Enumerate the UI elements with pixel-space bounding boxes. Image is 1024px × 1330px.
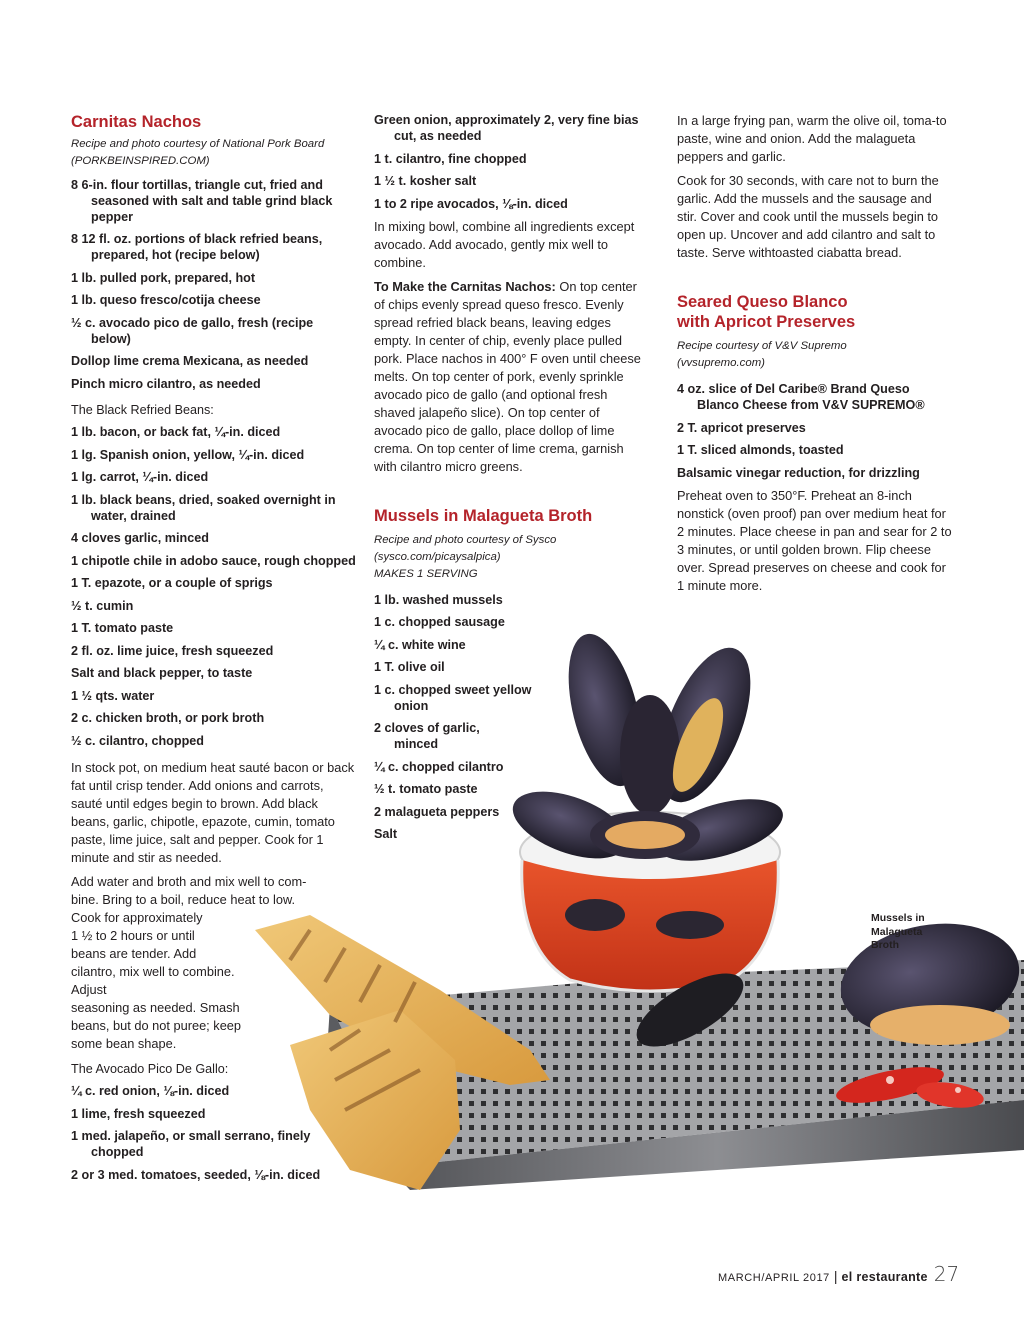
method-line: bine. Bring to a boil, reduce heat to low.: [71, 891, 296, 907]
ingredient: ¼ c. red onion, ⅛-in. diced: [71, 1084, 230, 1098]
method-line: some bean shape.: [71, 1035, 177, 1051]
ingredient: 1 lb. pulled pork, prepared, hot: [71, 270, 256, 285]
ingredient: 2 cloves of garlic, minced: [374, 721, 480, 751]
page-number: 27: [933, 1262, 960, 1286]
method-line: cilantro, mix well to combine.: [71, 963, 235, 979]
ingredient: Salt and black pepper, to taste: [71, 666, 253, 680]
ingredient: 1 ½ t. kosher salt: [374, 174, 477, 188]
ingredient: 2 c. chicken broth, or pork broth: [71, 711, 265, 725]
ingredient: 1 lb. black beans, dried, soaked overnight in water, drained: [71, 492, 336, 523]
footer-separator: |: [833, 1268, 838, 1284]
credit-line: Recipe and photo courtesy of National Pork Board: [71, 138, 325, 150]
ingredient: 1 to 2 ripe avocados, ⅛-in. diced: [374, 196, 568, 211]
method-line: 1 ½ to 2 hours or until: [71, 927, 195, 943]
ingredient: 1 t. cilantro, fine chopped: [374, 151, 527, 166]
ingredient: 1 T. epazote, or a couple of sprigs: [71, 576, 273, 590]
magazine-name: el restaurante: [841, 1270, 928, 1284]
ingredient: Green onion, approximately 2, very fine bias cut, as needed: [374, 113, 639, 143]
ingredient: ¼ c. white wine: [374, 637, 466, 652]
method-line: Cook for approximately: [71, 909, 203, 925]
credit-line: (vvsupremo.com): [677, 357, 765, 369]
ingredient: 2 fl. oz. lime juice, fresh squeezed: [71, 643, 274, 658]
assembly-text: On top center of chips evenly spread queso fresco. Evenly spread refried black beans, leaving edges empty. In center of chip, evenly place pulled pork. Place nachos in 400° F oven until cheese melts. On top center of pork, evenly sprinkle avocado pico de gallo (and optional fresh shaved jalapeño slice). On top center of avocado pico de gallo, place dollop of lime crema. On top center of lime crema, garnish with cilantro micro greens.: [374, 278, 641, 474]
ingredient: Dollop lime crema Mexicana, as needed: [71, 354, 309, 368]
ingredient: 2 T. apricot preserves: [677, 420, 806, 435]
ingredient: ½ t. tomato paste: [374, 782, 478, 796]
method-paragraph: Preheat oven to 350°F. Preheat an 8-inch nonstick (oven proof) pan over medium heat for 2 minutes. Place cheese in pan and sear for 2 to 3 minutes, or until golden brown. Flip cheese over. Spread preserves on cheese and cook for 1 minute more.: [677, 487, 952, 593]
method-paragraph: Cook for 30 seconds, with care not to burn the garlic. Add the mussels and the sausage and stir. Cover and cook until the mussels begin to open up. Uncover and add cilantro and salt to taste. Serve withtoasted ciabatta bread.: [677, 173, 939, 260]
credit-line: (PORKBEINSPIRED.COM): [71, 155, 210, 167]
method-paragraph: In stock pot, on medium heat sauté bacon or back fat until crisp tender. Add onions and carrots, sauté until edges begin to brown. Add black beans, garlic, chipotle, epazote, cumin, tomato paste, lime juice, salt and pepper. Cook for 1 minute and stir as needed.: [71, 759, 355, 865]
ingredient: 2 or 3 med. tomatoes, seeded, ⅛-in. diced: [71, 1167, 321, 1182]
ingredient: 1 T. olive oil: [374, 660, 445, 674]
mussels-photo: [250, 630, 1024, 1190]
recipe-title: Carnitas Nachos: [71, 113, 202, 131]
method-paragraph: In a large frying pan, warm the olive oil, toma-to paste, wine and onion. Add the malagueta peppers and garlic.: [677, 113, 947, 164]
ingredient: 8 12 fl. oz. portions of black refried beans, prepared, hot (recipe below): [71, 232, 323, 262]
ingredient: 1 T. tomato paste: [71, 621, 174, 635]
credit-line: (sysco.com/picaysalpica): [374, 550, 501, 563]
ingredient: 1 lime, fresh squeezed: [71, 1106, 206, 1121]
method-paragraph: In mixing bowl, combine all ingredients except avocado. Add avocado, gently mix well to combine.: [374, 218, 635, 270]
ingredient: 8 6-in. flour tortillas, triangle cut, fried and seasoned with salt and table grind black pepper: [71, 177, 333, 224]
subrecipe-heading: The Avocado Pico De Gallo:: [71, 1061, 229, 1076]
recipe-credit: [71, 136, 356, 170]
method-paragraph: [374, 278, 646, 476]
column-3: [677, 112, 952, 595]
recipe-credit: [374, 532, 646, 583]
ingredient: 1 med. jalapeño, or small serrano, finely chopped: [71, 1129, 311, 1159]
ingredient: 4 cloves garlic, minced: [71, 531, 209, 545]
credit-line: Recipe courtesy of V&V Supremo: [677, 340, 847, 352]
ingredient: ½ t. cumin: [71, 598, 134, 613]
credit-line: MAKES 1 SERVING: [374, 567, 478, 580]
ingredient: 1 chipotle chile in adobo sauce, rough chopped: [71, 553, 356, 568]
method-line: Add water and broth and mix well to com-: [71, 873, 307, 889]
ingredient: Salt: [374, 827, 398, 841]
issue-date: MARCH/APRIL 2017: [718, 1272, 830, 1284]
ingredient: Pinch micro cilantro, as needed: [71, 376, 261, 391]
ingredient: 1 T. sliced almonds, toasted: [677, 443, 844, 457]
ingredient: ½ c. cilantro, chopped: [71, 733, 204, 748]
ingredient: 2 malagueta peppers: [374, 804, 500, 819]
photo-caption: Mussels in Malagueta Broth: [871, 912, 925, 951]
recipe-title: [677, 292, 952, 332]
ingredient: 1 lb. washed mussels: [374, 592, 503, 607]
recipe-credit: [677, 338, 952, 372]
ingredient: 1 ½ qts. water: [71, 688, 155, 703]
ingredient: 1 c. chopped sausage: [374, 615, 505, 629]
ingredient: 1 lb. bacon, or back fat, ¼-in. diced: [71, 425, 281, 439]
ingredient: Balsamic vinegar reduction, for drizzling: [677, 465, 920, 480]
method-line: beans are tender. Add: [71, 945, 197, 961]
title-line: with Apricot Preserves: [677, 313, 856, 331]
method-line: seasoning as needed. Smash: [71, 999, 240, 1015]
page-footer: [718, 1262, 959, 1286]
recipe-title: Mussels in Malagueta Broth: [374, 506, 593, 525]
ingredient: ½ c. avocado pico de gallo, fresh (recipe below): [71, 315, 314, 346]
credit-line: Recipe and photo courtesy of Sysco: [374, 533, 557, 546]
title-line: Seared Queso Blanco: [677, 293, 848, 311]
subrecipe-heading: The Black Refried Beans:: [71, 402, 214, 417]
ingredient: 1 lg. carrot, ¼-in. diced: [71, 470, 209, 484]
ingredient: 1 lb. queso fresco/cotija cheese: [71, 293, 261, 307]
ingredient: 1 lg. Spanish onion, yellow, ¼-in. diced: [71, 447, 305, 462]
assembly-label: To Make the Carnitas Nachos:: [374, 278, 556, 294]
ingredient: 1 c. chopped sweet yellow onion: [374, 682, 532, 713]
method-line: beans, but do not puree; keep: [71, 1017, 242, 1033]
ingredient: 4 oz. slice of Del Caribe® Brand Queso Blanco Cheese from V&V SUPREMO®: [677, 382, 925, 412]
method-line: Adjust: [71, 981, 107, 997]
ingredient: ¼ c. chopped cilantro: [374, 759, 504, 774]
